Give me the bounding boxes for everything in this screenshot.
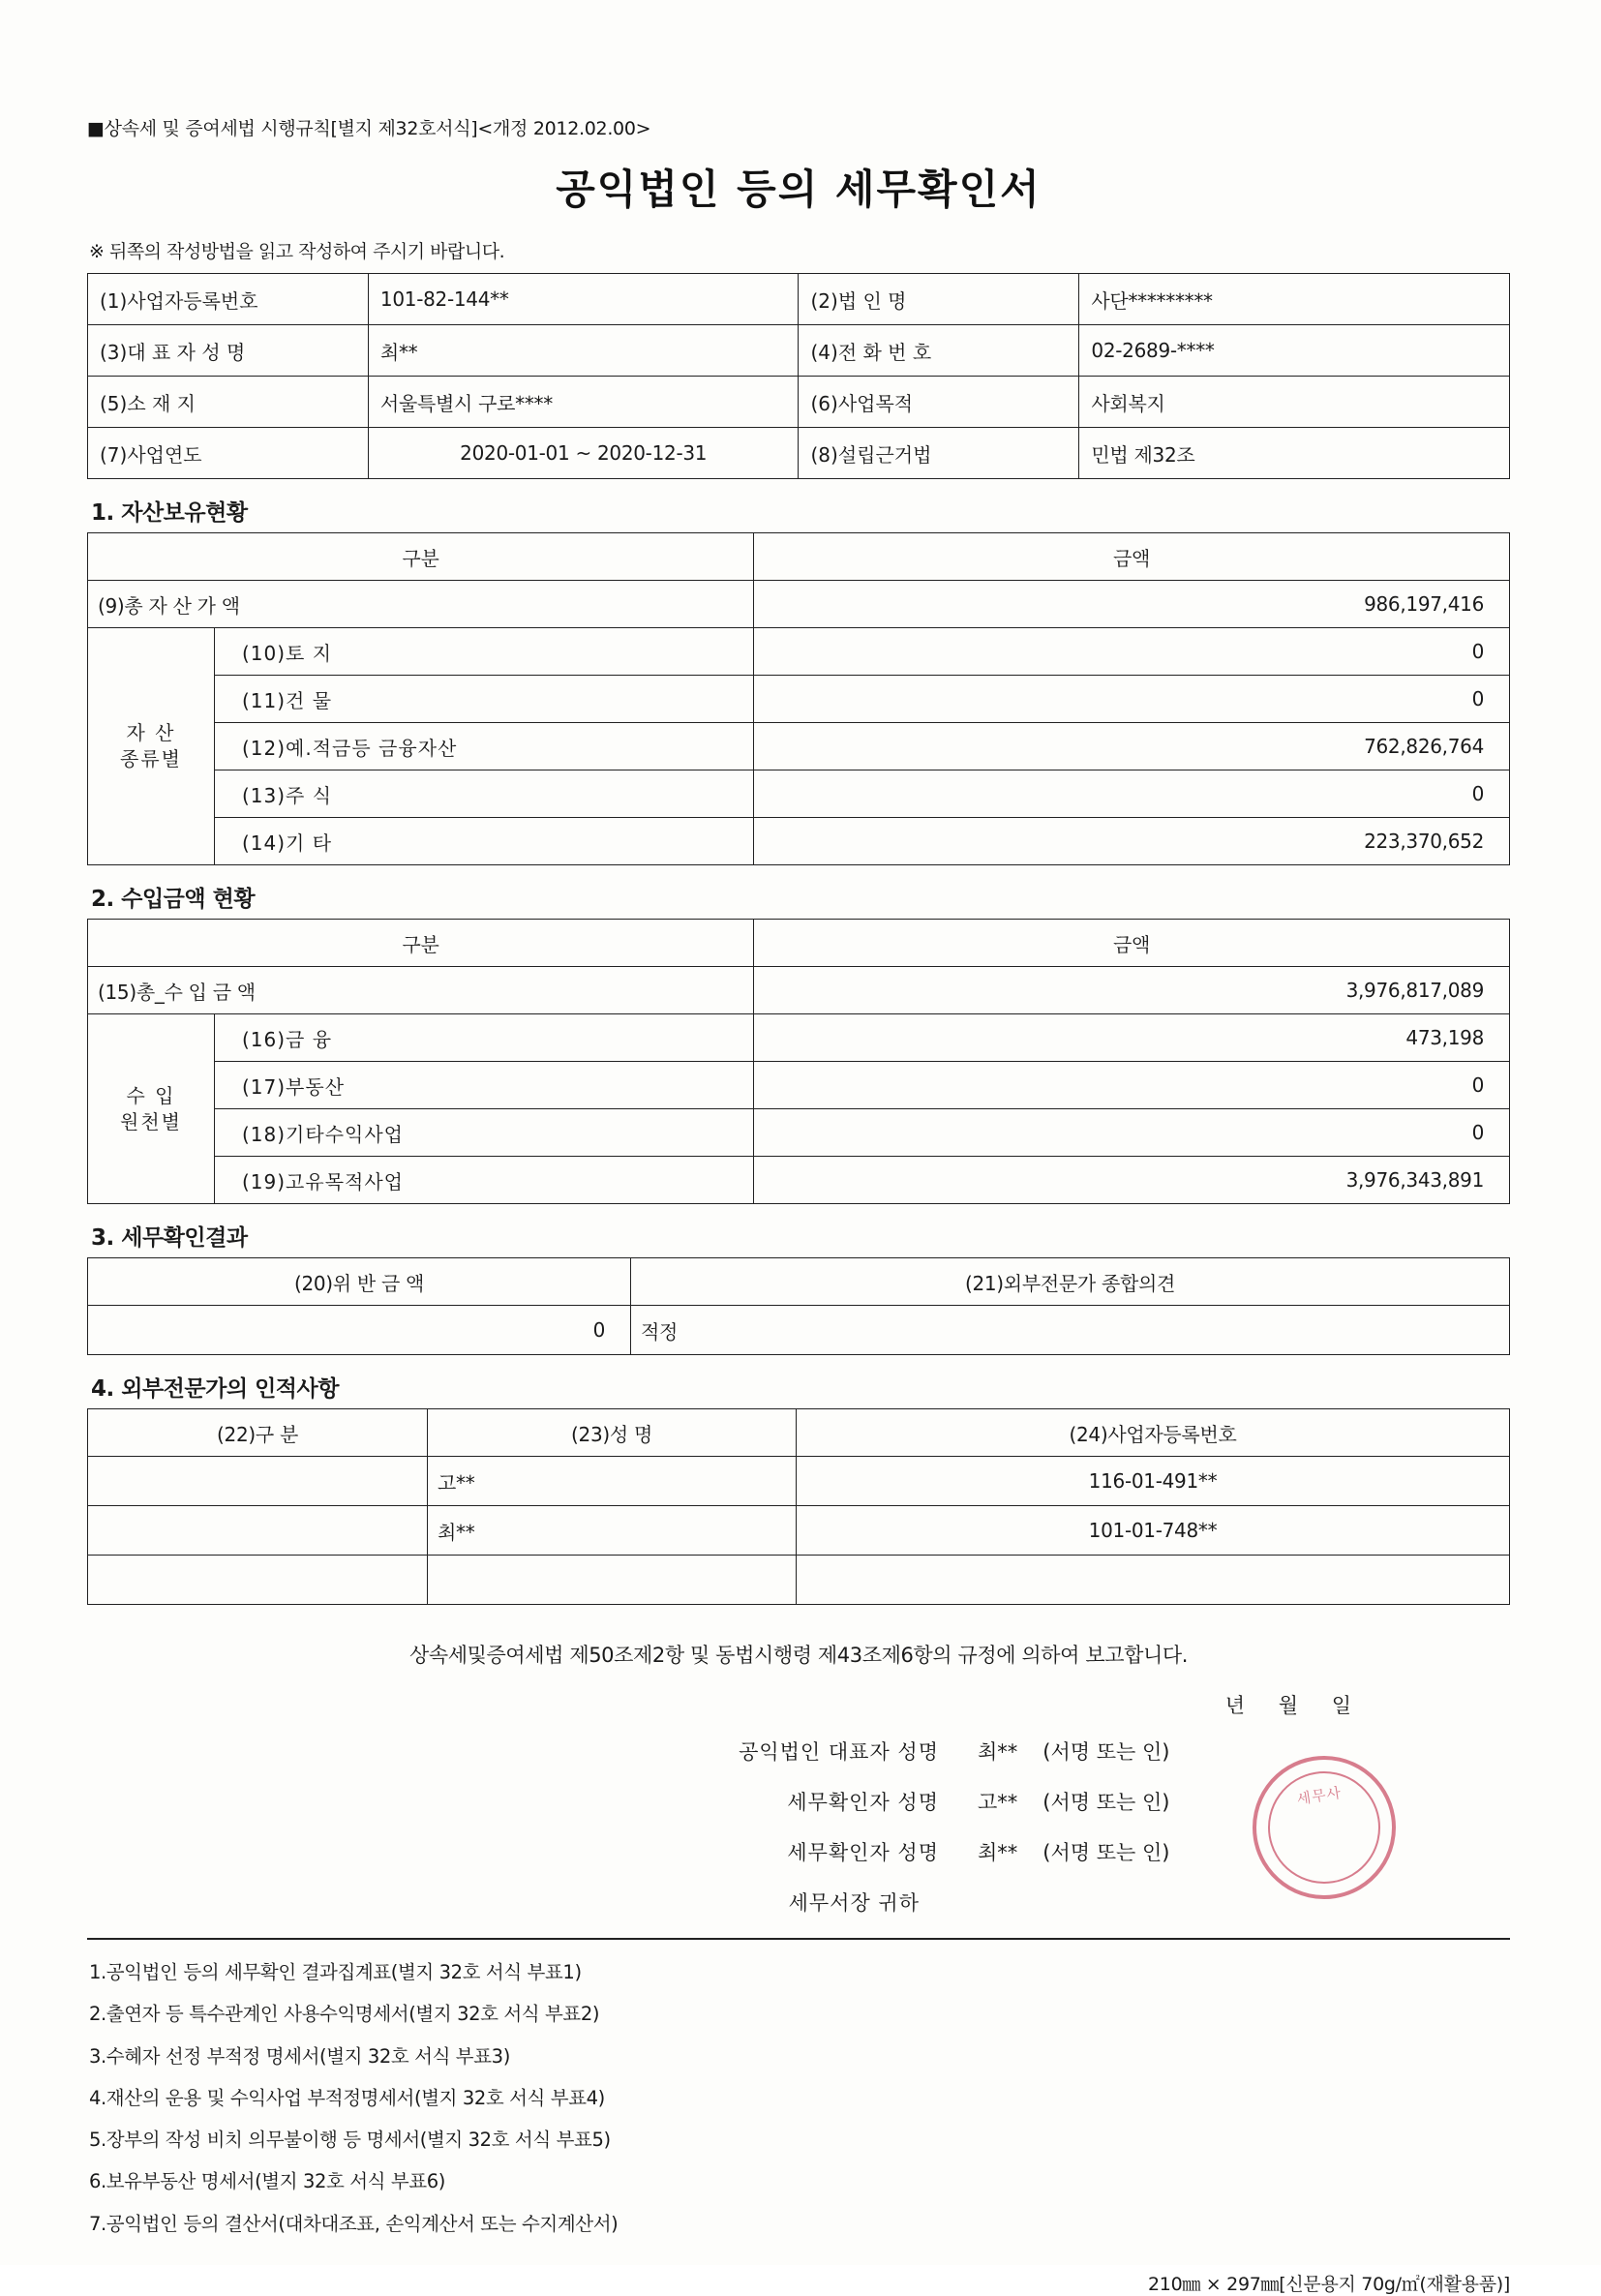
revenue-col-category: 구분 bbox=[88, 920, 754, 967]
revenue-side-label bbox=[88, 1014, 215, 1204]
signature-name: 최** bbox=[978, 1841, 1018, 1864]
corp-name-label: (2)법 인 명 bbox=[799, 274, 1079, 325]
revenue-col-amount: 금액 bbox=[754, 920, 1510, 967]
rep-name-value: 최** bbox=[368, 325, 799, 377]
assets-row-label: (14)기 타 bbox=[215, 818, 754, 865]
expert-opinion-value: 적정 bbox=[631, 1306, 1510, 1355]
table-row bbox=[88, 1062, 1510, 1109]
assets-row-label: (13)주 식 bbox=[215, 770, 754, 818]
assets-total-label: (9)총 자 산 가 액 bbox=[88, 581, 754, 628]
revenue-total-label: (15)총_수 입 금 액 bbox=[88, 967, 754, 1014]
table-row bbox=[88, 628, 1510, 676]
assets-row-amount: 0 bbox=[754, 770, 1510, 818]
attachment-list bbox=[89, 1951, 1510, 2245]
list-item: 4.재산의 운용 및 수익사업 부적정명세서(별지 32호 서식 부표4) bbox=[89, 2086, 605, 2109]
table-header-row bbox=[88, 1409, 1510, 1457]
expert-biz-reg-no bbox=[797, 1556, 1510, 1605]
section-4-title: 4. 외부전문가의 인적사항 bbox=[91, 1376, 339, 1402]
table-header-row bbox=[88, 1258, 1510, 1306]
expert-name bbox=[428, 1556, 797, 1605]
revenue-row-amount: 0 bbox=[754, 1109, 1510, 1157]
list-item: 7.공익법인 등의 결산서(대차대조표, 손익계산서 또는 수지계산서) bbox=[89, 2212, 619, 2235]
revenue-side-label-line2: 원천별 bbox=[120, 1109, 182, 1133]
revenue-side-label-line1: 수 입 bbox=[126, 1083, 176, 1107]
table-row bbox=[88, 770, 1510, 818]
assets-row-label: (11)건 물 bbox=[215, 676, 754, 723]
instruction-notice: ※ 뒤쪽의 작성방법을 읽고 작성하여 주시기 바랍니다. bbox=[89, 241, 505, 262]
table-row bbox=[88, 1506, 1510, 1556]
list-item: 6.보유부동산 명세서(별지 32호 서식 부표6) bbox=[89, 2170, 445, 2193]
corp-name-value: 사단********* bbox=[1079, 274, 1510, 325]
revenue-row-label: (17)부동산 bbox=[215, 1062, 754, 1109]
expert-biz-reg-no: 101-01-748** bbox=[797, 1506, 1510, 1556]
table-row bbox=[88, 1157, 1510, 1204]
assets-row-amount: 0 bbox=[754, 676, 1510, 723]
expert-division bbox=[88, 1506, 428, 1556]
table-row bbox=[88, 274, 1510, 325]
table-row bbox=[88, 1109, 1510, 1157]
biz-reg-no-value: 101-82-144** bbox=[368, 274, 799, 325]
table-row bbox=[88, 818, 1510, 865]
header-info-table bbox=[87, 273, 1510, 479]
table-row bbox=[88, 723, 1510, 770]
table-row bbox=[88, 581, 1510, 628]
assets-row-label: (12)예.적금등 금융자산 bbox=[215, 723, 754, 770]
revenue-row-label: (19)고유목적사업 bbox=[215, 1157, 754, 1204]
assets-row-amount: 223,370,652 bbox=[754, 818, 1510, 865]
table-row bbox=[88, 1556, 1510, 1605]
section-divider bbox=[87, 1938, 1510, 1940]
legal-statement: 상속세및증여세법 제50조제2항 및 동법시행령 제43조제6항의 규정에 의하여 보고합니다. bbox=[408, 1644, 1189, 1667]
form-sheet bbox=[87, 114, 1510, 2296]
revenue-total-amount: 3,976,817,089 bbox=[754, 967, 1510, 1014]
purpose-value: 사회복지 bbox=[1079, 377, 1510, 428]
location-label: (5)소 재 지 bbox=[88, 377, 369, 428]
seal-stamp-icon bbox=[1242, 1745, 1405, 1909]
expert-name: 고** bbox=[428, 1457, 797, 1506]
page-title: 공익법인 등의 세무확인서 bbox=[556, 166, 1042, 213]
violation-amount-value: 0 bbox=[88, 1306, 631, 1355]
founding-law-value: 민법 제32조 bbox=[1079, 428, 1510, 479]
assets-row-label: (10)토 지 bbox=[215, 628, 754, 676]
phone-label: (4)전 화 번 호 bbox=[799, 325, 1079, 377]
phone-value: 02-2689-**** bbox=[1079, 325, 1510, 377]
signature-suffix: (서명 또는 인) bbox=[1042, 1740, 1170, 1764]
addressee: 세무서장 귀하 bbox=[788, 1891, 920, 1915]
revenue-row-label: (18)기타수익사업 bbox=[215, 1109, 754, 1157]
table-row bbox=[88, 1014, 1510, 1062]
revenue-row-label: (16)금 융 bbox=[215, 1014, 754, 1062]
assets-side-label-line1: 자 산 bbox=[126, 721, 176, 744]
signature-name: 고** bbox=[978, 1791, 1018, 1814]
section-3-title: 3. 세무확인결과 bbox=[91, 1225, 248, 1251]
signature-suffix: (서명 또는 인) bbox=[1042, 1791, 1170, 1814]
assets-col-amount: 금액 bbox=[754, 533, 1510, 581]
expert-division bbox=[88, 1556, 428, 1605]
assets-row-amount: 0 bbox=[754, 628, 1510, 676]
assets-row-amount: 762,826,764 bbox=[754, 723, 1510, 770]
list-item: 3.수혜자 선정 부적정 명세서(별지 32호 서식 부표3) bbox=[89, 2044, 510, 2068]
signature-block bbox=[87, 1737, 1510, 1917]
list-item: 5.장부의 작성 비치 의무불이행 등 명세서(별지 32호 서식 부표5) bbox=[89, 2129, 611, 2152]
table-header-row bbox=[88, 920, 1510, 967]
table-header-row bbox=[88, 533, 1510, 581]
experts-col-division: (22)구 분 bbox=[88, 1409, 428, 1457]
paper-spec-note: 210㎜ × 297㎜[신문용지 70g/㎡(재활용품)] bbox=[1148, 2273, 1510, 2295]
fiscal-year-value: 2020-01-01 ~ 2020-12-31 bbox=[368, 428, 799, 479]
revenue-row-amount: 473,198 bbox=[754, 1014, 1510, 1062]
assets-table bbox=[87, 532, 1510, 865]
expert-biz-reg-no: 116-01-491** bbox=[797, 1457, 1510, 1506]
signature-role: 공익법인 대표자 성명 bbox=[739, 1740, 939, 1764]
table-row bbox=[88, 325, 1510, 377]
table-row bbox=[88, 377, 1510, 428]
purpose-label: (6)사업목적 bbox=[799, 377, 1079, 428]
table-row bbox=[88, 428, 1510, 479]
revenue-row-amount: 0 bbox=[754, 1062, 1510, 1109]
assets-col-category: 구분 bbox=[88, 533, 754, 581]
rep-name-label: (3)대 표 자 성 명 bbox=[88, 325, 369, 377]
revenue-table bbox=[87, 919, 1510, 1204]
tax-result-table bbox=[87, 1257, 1510, 1355]
location-value: 서울특별시 구로**** bbox=[368, 377, 799, 428]
table-row bbox=[88, 676, 1510, 723]
expert-opinion-label: (21)외부전문가 종합의견 bbox=[631, 1258, 1510, 1306]
experts-col-name: (23)성 명 bbox=[428, 1409, 797, 1457]
form-reference: ■상속세 및 증여세법 시행규칙[별지 제32호서식]<개정 2012.02.00> bbox=[87, 118, 651, 139]
assets-side-label bbox=[88, 628, 215, 865]
biz-reg-no-label: (1)사업자등록번호 bbox=[88, 274, 369, 325]
seal-stamp-inner-ring bbox=[1260, 1764, 1389, 1892]
founding-law-label: (8)설립근거법 bbox=[799, 428, 1079, 479]
table-row bbox=[88, 967, 1510, 1014]
list-item: 1.공익법인 등의 세무확인 결과집계표(별지 32호 서식 부표1) bbox=[89, 1961, 582, 1983]
date-line: 년 월 일 bbox=[1224, 1694, 1365, 1717]
table-row bbox=[88, 1457, 1510, 1506]
section-2-title: 2. 수입금액 현황 bbox=[91, 887, 256, 912]
experts-table bbox=[87, 1408, 1510, 1605]
assets-side-label-line2: 종류별 bbox=[120, 747, 182, 770]
signature-suffix: (서명 또는 인) bbox=[1042, 1841, 1170, 1864]
violation-amount-label: (20)위 반 금 액 bbox=[88, 1258, 631, 1306]
seal-stamp-text: 세무사 bbox=[1295, 1783, 1344, 1808]
signature-role: 세무확인자 성명 bbox=[787, 1791, 939, 1814]
section-1-title: 1. 자산보유현황 bbox=[91, 500, 248, 526]
expert-name: 최** bbox=[428, 1506, 797, 1556]
table-row bbox=[88, 1306, 1510, 1355]
fiscal-year-label: (7)사업연도 bbox=[88, 428, 369, 479]
expert-division bbox=[88, 1457, 428, 1506]
signature-role: 세무확인자 성명 bbox=[787, 1841, 939, 1864]
signature-name: 최** bbox=[978, 1740, 1018, 1764]
list-item: 2.출연자 등 특수관계인 사용수익명세서(별지 32호 서식 부표2) bbox=[89, 2003, 600, 2026]
experts-col-biz-reg-no: (24)사업자등록번호 bbox=[797, 1409, 1510, 1457]
assets-total-amount: 986,197,416 bbox=[754, 581, 1510, 628]
revenue-row-amount: 3,976,343,891 bbox=[754, 1157, 1510, 1204]
